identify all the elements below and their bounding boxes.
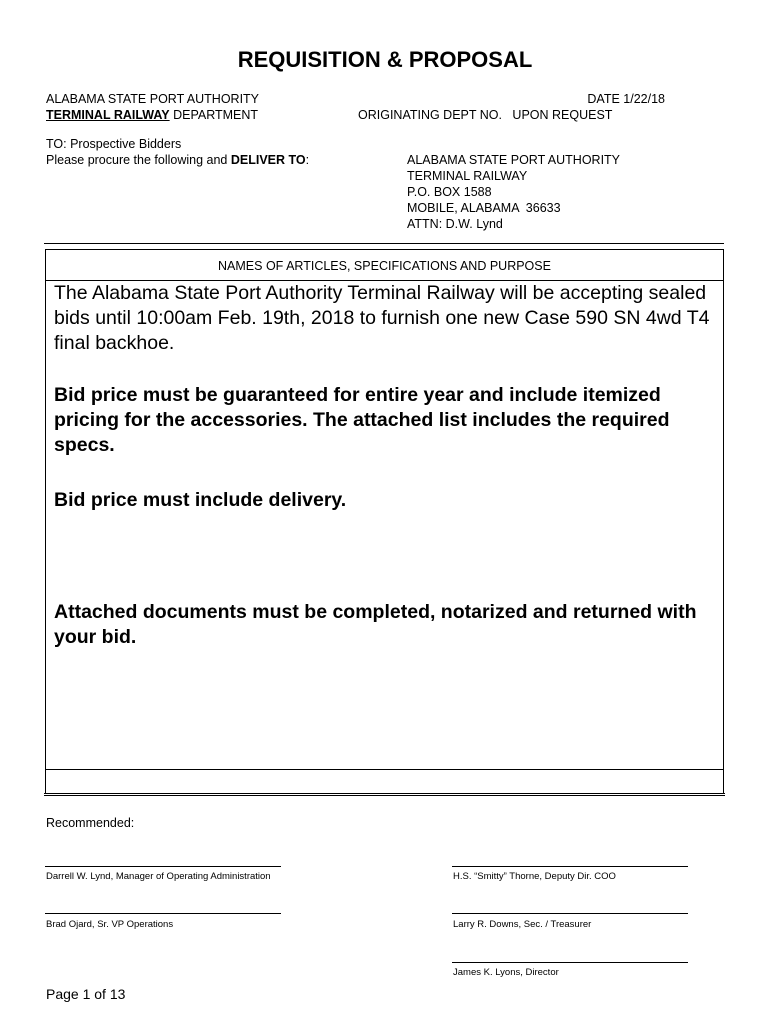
recommended-label: Recommended: (46, 816, 135, 830)
articles-paragraph-intro: The Alabama State Port Authority Terminal Railway will be accepting sealed bids until 10:00am Feb. 19th, 2018 to furnish one new Case 590 SN 4wd T4 final backhoe. (54, 282, 710, 354)
address-line: TERMINAL RAILWAY (407, 169, 528, 183)
signature-line (45, 866, 281, 867)
signature-name-thorne: H.S. “Smitty” Thorne, Deputy Dir. COO (453, 871, 616, 882)
deliver-to-label: DELIVER TO (230, 153, 306, 167)
signature-line (452, 913, 688, 914)
originating-dept: ORIGINATING DEPT NO. UPON REQUEST (358, 108, 613, 122)
procure-suffix: : (305, 153, 310, 167)
procure-line (46, 152, 309, 168)
department-line (46, 107, 258, 123)
articles-box (45, 249, 724, 770)
articles-paragraph-delivery: Bid price must include delivery. (54, 489, 347, 511)
procure-prefix: Please procure the following and (46, 153, 231, 167)
department-name: TERMINAL RAILWAY (46, 108, 170, 122)
double-rule (44, 793, 725, 796)
signature-name-ojard: Brad Ojard, Sr. VP Operations (46, 919, 174, 930)
page-number: Page 1 of 13 (46, 986, 126, 1002)
authority-name: ALABAMA STATE PORT AUTHORITY (46, 92, 260, 106)
blank-row (45, 770, 724, 794)
articles-paragraph-documents: Attached documents must be completed, notarized and returned with your bid. (54, 601, 697, 648)
address-line: P.O. BOX 1588 (407, 185, 492, 199)
articles-paragraph-pricing: Bid price must be guaranteed for entire year and include itemized pricing for the accessories. The attached list includes the required specs. (54, 384, 670, 456)
document-date: DATE 1/22/18 (587, 92, 665, 106)
address-line: ATTN: D.W. Lynd (407, 217, 503, 231)
signature-name-downs: Larry R. Downs, Sec. / Treasurer (453, 919, 592, 930)
to-line: TO: Prospective Bidders (46, 137, 182, 151)
signature-line (452, 866, 688, 867)
page-title: REQUISITION & PROPOSAL (237, 47, 533, 72)
signature-name-lyons: James K. Lyons, Director (453, 967, 559, 978)
deliver-address (407, 152, 620, 232)
top-divider (44, 243, 724, 244)
signature-name-lynd: Darrell W. Lynd, Manager of Operating Administration (46, 871, 271, 882)
address-line: ALABAMA STATE PORT AUTHORITY (407, 153, 621, 167)
articles-heading: NAMES OF ARTICLES, SPECIFICATIONS AND PURPOSE (46, 250, 723, 281)
signature-line (45, 913, 281, 914)
address-line: MOBILE, ALABAMA 36633 (407, 201, 561, 215)
signature-line (452, 962, 688, 963)
department-suffix: DEPARTMENT (169, 108, 259, 122)
